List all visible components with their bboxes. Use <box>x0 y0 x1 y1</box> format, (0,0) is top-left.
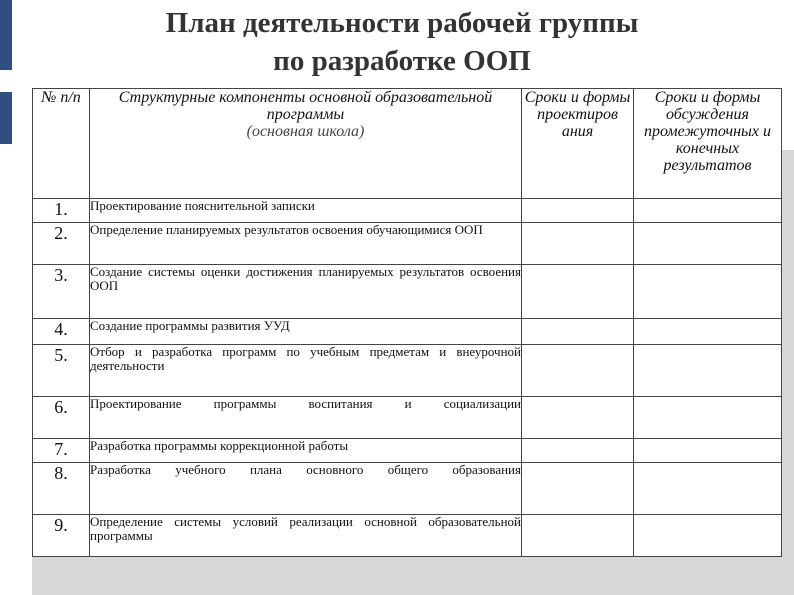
plan-table <box>32 88 782 557</box>
title-line-2: по разработке ООП <box>273 45 531 77</box>
row-number: 8. <box>33 463 90 515</box>
row-terms-cell <box>522 223 634 265</box>
row-number: 6. <box>33 397 90 439</box>
page-title <box>0 4 794 80</box>
row-discussion-cell <box>634 463 782 515</box>
row-terms-cell <box>522 515 634 557</box>
title-line-1: План деятельности рабочей группы <box>165 7 639 39</box>
row-number: 2. <box>33 223 90 265</box>
row-discussion-cell <box>634 515 782 557</box>
row-discussion-cell <box>634 265 782 319</box>
left-accent-bar <box>0 92 12 144</box>
row-text: Проектирование пояснительной записки <box>90 199 522 223</box>
row-terms-cell <box>522 265 634 319</box>
row-number: 3. <box>33 265 90 319</box>
table-header-row <box>33 89 782 199</box>
row-discussion-cell <box>634 319 782 345</box>
row-text: Создание системы оценки достижения планируемых результатов освоения ООП <box>90 265 522 319</box>
row-text: Разработка программы коррекционной работы <box>90 439 522 463</box>
row-text: Определение системы условий реализации основной образовательной программы <box>90 515 522 557</box>
row-number: 1. <box>33 199 90 223</box>
table-row <box>33 265 782 319</box>
table-row <box>33 397 782 439</box>
row-text: Создание программы развития УУД <box>90 319 522 345</box>
row-terms-cell <box>522 199 634 223</box>
row-text: Разработка учебного плана основного общего образования <box>90 463 522 515</box>
row-discussion-cell <box>634 397 782 439</box>
row-discussion-cell <box>634 345 782 397</box>
table-row <box>33 515 782 557</box>
row-terms-cell <box>522 439 634 463</box>
row-discussion-cell <box>634 439 782 463</box>
row-terms-cell <box>522 397 634 439</box>
row-terms-cell <box>522 345 634 397</box>
row-text: Проектирование программы воспитания и социализации <box>90 397 522 439</box>
header-components-sub: (основная школа) <box>246 123 365 140</box>
row-discussion-cell <box>634 199 782 223</box>
table-row <box>33 345 782 397</box>
header-components-text: Структурные компоненты основной образовательной программы <box>118 89 493 123</box>
header-discussion: Сроки и формы обсуждения промежуточных и конечных результатов <box>634 89 782 199</box>
table-row <box>33 463 782 515</box>
row-terms-cell <box>522 463 634 515</box>
row-terms-cell <box>522 319 634 345</box>
row-number: 7. <box>33 439 90 463</box>
row-text: Определение планируемых результатов освоения обучающимися ООП <box>90 223 522 265</box>
row-number: 4. <box>33 319 90 345</box>
table-row <box>33 199 782 223</box>
row-number: 5. <box>33 345 90 397</box>
table-row <box>33 223 782 265</box>
header-num: № п/п <box>33 89 90 199</box>
row-text: Отбор и разработка программ по учебным предметам и внеурочной деятельности <box>90 345 522 397</box>
row-discussion-cell <box>634 223 782 265</box>
table-row <box>33 439 782 463</box>
header-terms: Сроки и формы проектиров ания <box>522 89 634 199</box>
row-number: 9. <box>33 515 90 557</box>
header-components <box>90 89 522 199</box>
table-row <box>33 319 782 345</box>
